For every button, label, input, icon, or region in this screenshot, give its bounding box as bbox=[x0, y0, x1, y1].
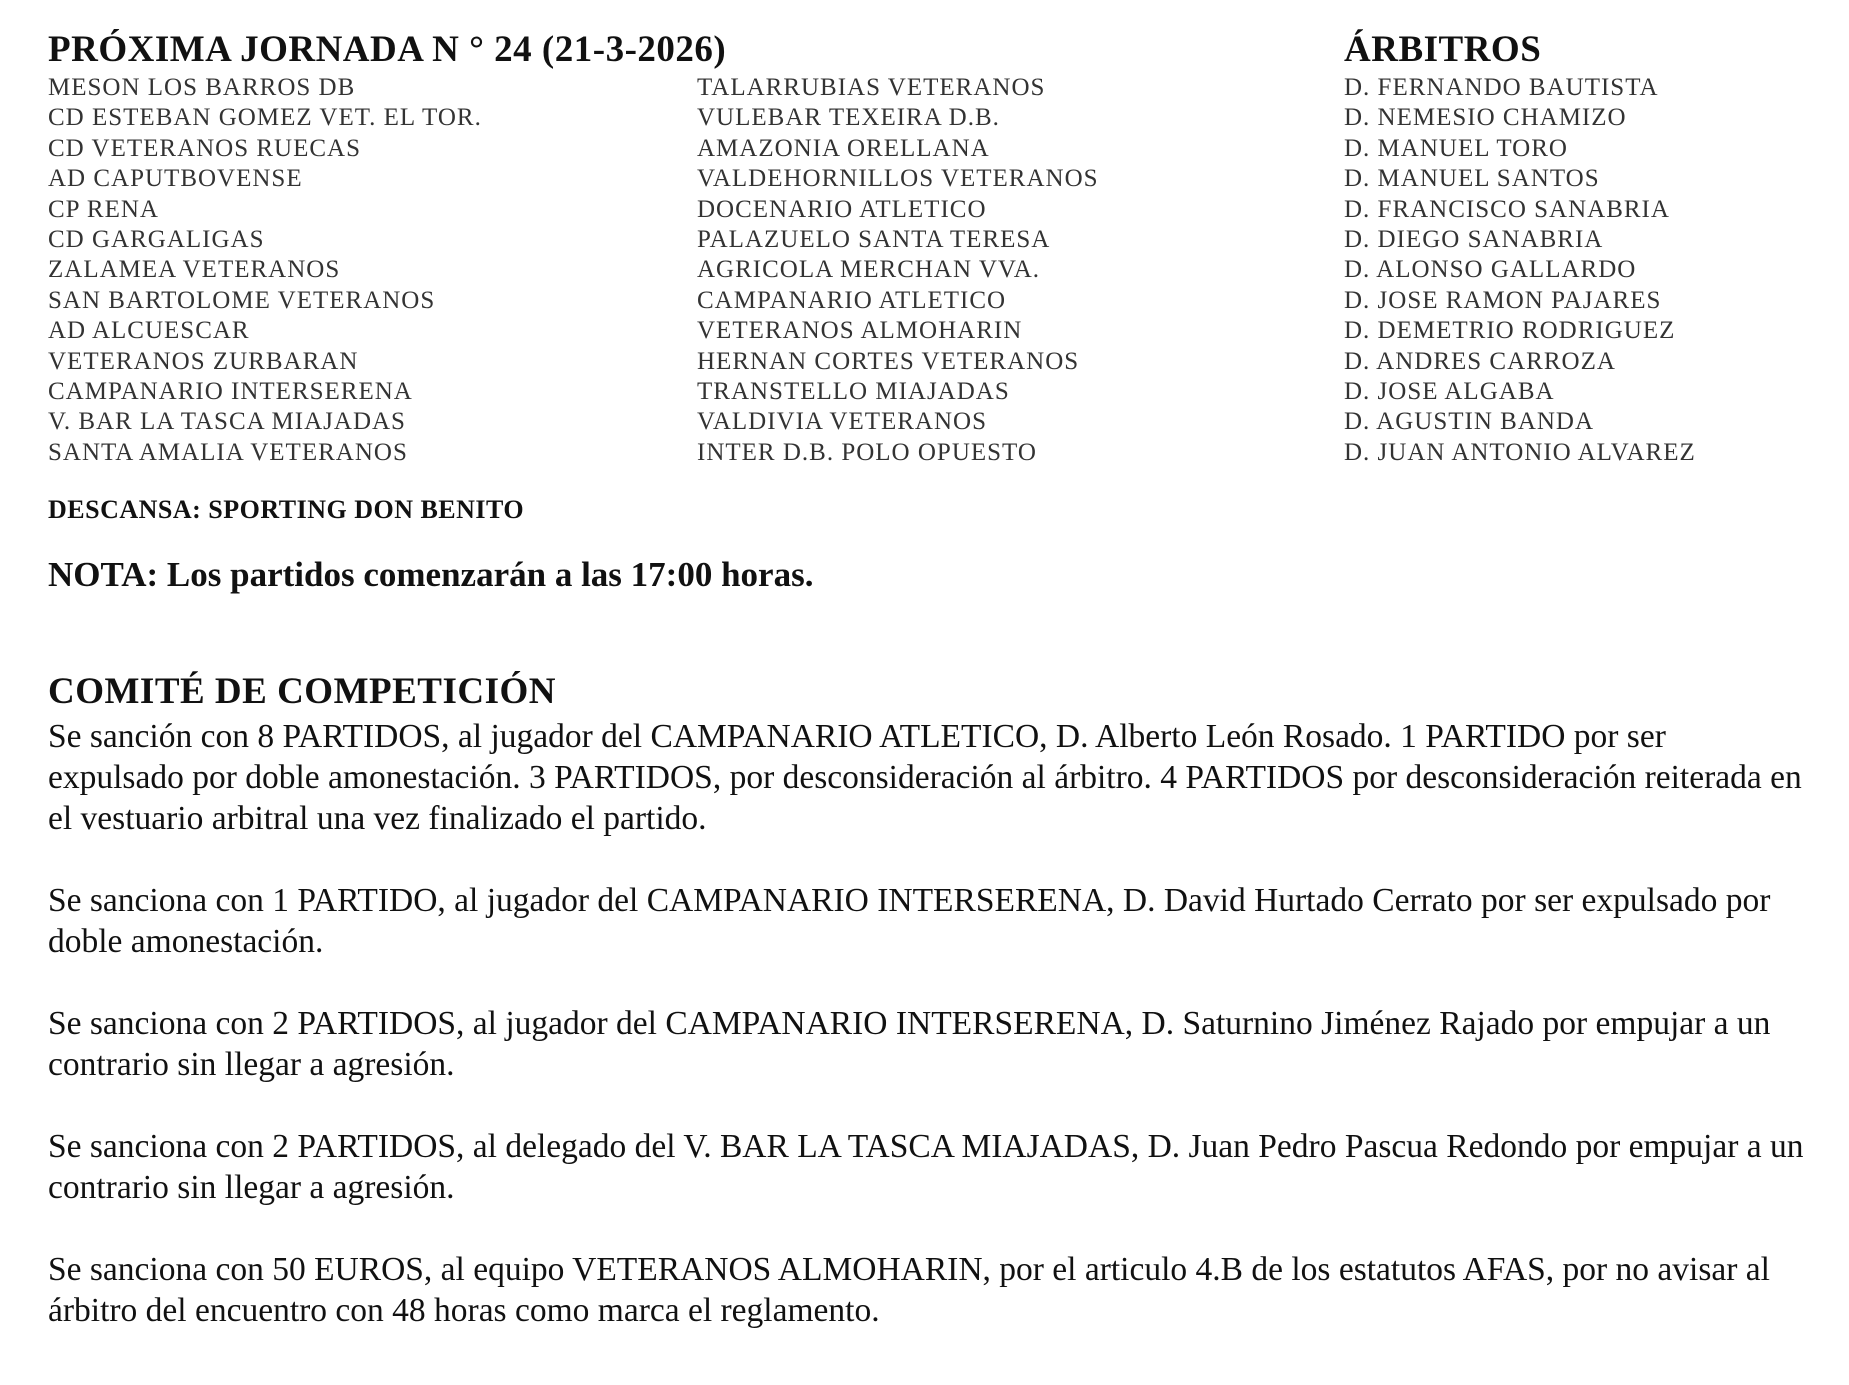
referee: D. FRANCISCO SANABRIA bbox=[1344, 195, 1670, 223]
home-teams-list bbox=[48, 73, 482, 468]
sanction-paragraph: Se sanciona con 50 EUROS, al equipo VETERANOS ALMOHARIN, por el articulo 4.B de los estatutos AFAS, por no avisar al árbitro del encuentro con 48 horas como marca el reglamento. bbox=[48, 1251, 1770, 1329]
home-team: ZALAMEA VETERANOS bbox=[48, 256, 341, 284]
sanction-paragraph: Se sanciona con 2 PARTIDOS, al jugador del CAMPANARIO INTERSERENA, D. Saturnino Jiménez Rajado por empujar a un contrario sin llegar a agresión. bbox=[48, 1005, 1771, 1083]
away-team: HERNAN CORTES VETERANOS bbox=[697, 347, 1080, 375]
referee: D. AGUSTIN BANDA bbox=[1344, 408, 1595, 436]
referees-list bbox=[1344, 73, 1696, 468]
away-team: VETERANOS ALMOHARIN bbox=[697, 317, 1023, 345]
referee: D. MANUEL SANTOS bbox=[1344, 165, 1600, 193]
sanction-paragraph: Se sanciona con 2 PARTIDOS, al delegado del V. BAR LA TASCA MIAJADAS, D. Juan Pedro Pascua Redondo por empujar a un contrario sin llegar a agresión. bbox=[48, 1128, 1804, 1206]
away-team: TALARRUBIAS VETERANOS bbox=[697, 74, 1046, 101]
home-team: CD GARGALIGAS bbox=[48, 225, 265, 253]
home-team: CP RENA bbox=[48, 195, 159, 223]
home-team: CD ESTEBAN GOMEZ VET. EL TOR. bbox=[48, 104, 482, 132]
referee: D. JOSE ALGABA bbox=[1344, 377, 1555, 405]
home-team: CD VETERANOS RUECAS bbox=[48, 134, 362, 162]
referee: D. FERNANDO BAUTISTA bbox=[1344, 74, 1659, 101]
referee: D. ANDRES CARROZA bbox=[1344, 347, 1616, 375]
referees-title: ÁRBITROS bbox=[1344, 29, 1542, 70]
away-team: CAMPANARIO ATLETICO bbox=[697, 286, 1007, 314]
referee: D. DIEGO SANABRIA bbox=[1344, 225, 1604, 253]
away-team: TRANSTELLO MIAJADAS bbox=[697, 377, 1010, 405]
sanctions-list bbox=[48, 716, 1808, 1372]
referee: D. ALONSO GALLARDO bbox=[1344, 256, 1637, 284]
home-team: AD ALCUESCAR bbox=[48, 317, 250, 345]
committee-title: COMITÉ DE COMPETICIÓN bbox=[48, 671, 556, 712]
start-time-note: NOTA: Los partidos comenzarán a las 17:00 horas. bbox=[48, 555, 814, 594]
jornada-title: PRÓXIMA JORNADA N ° 24 (21-3-2026) bbox=[48, 29, 727, 70]
home-team: V. BAR LA TASCA MIAJADAS bbox=[48, 408, 406, 436]
home-team: SAN BARTOLOME VETERANOS bbox=[48, 286, 436, 314]
away-team: VALDEHORNILLOS VETERANOS bbox=[697, 165, 1099, 193]
away-teams-list bbox=[697, 73, 1099, 468]
referee: D. MANUEL TORO bbox=[1344, 134, 1568, 162]
home-team: MESON LOS BARROS DB bbox=[48, 74, 356, 101]
away-team: AGRICOLA MERCHAN VVA. bbox=[697, 256, 1041, 284]
away-team: INTER D.B. POLO OPUESTO bbox=[697, 438, 1037, 466]
away-team: DOCENARIO ATLETICO bbox=[697, 195, 987, 223]
away-team: VALDIVIA VETERANOS bbox=[697, 408, 987, 436]
referee: D. NEMESIO CHAMIZO bbox=[1344, 104, 1627, 132]
referee: D. JUAN ANTONIO ALVAREZ bbox=[1344, 438, 1696, 466]
home-team: SANTA AMALIA VETERANOS bbox=[48, 438, 408, 466]
home-team: AD CAPUTBOVENSE bbox=[48, 165, 303, 193]
referee: D. JOSE RAMON PAJARES bbox=[1344, 286, 1662, 314]
rest-team-note: DESCANSA: SPORTING DON BENITO bbox=[48, 495, 525, 524]
away-team: PALAZUELO SANTA TERESA bbox=[697, 225, 1051, 253]
referee: D. DEMETRIO RODRIGUEZ bbox=[1344, 317, 1676, 345]
sanction-paragraph: Se sanción con 8 PARTIDOS, al jugador del CAMPANARIO ATLETICO, D. Alberto León Rosado. 1 PARTIDO por ser expulsado por doble amonestación. 3 PARTIDOS, por desconsideración al árbitro. 4 PARTIDOS por desconsideración reiterada en el vestuario arbitral una vez finalizado el partido. bbox=[48, 718, 1802, 837]
away-team: AMAZONIA ORELLANA bbox=[697, 134, 990, 162]
home-team: CAMPANARIO INTERSERENA bbox=[48, 377, 413, 405]
sanction-paragraph: Se sanciona con 1 PARTIDO, al jugador del CAMPANARIO INTERSERENA, D. David Hurtado Cerrato por ser expulsado por doble amonestación. bbox=[48, 882, 1771, 960]
home-team: VETERANOS ZURBARAN bbox=[48, 347, 359, 375]
away-team: VULEBAR TEXEIRA D.B. bbox=[697, 104, 1000, 132]
